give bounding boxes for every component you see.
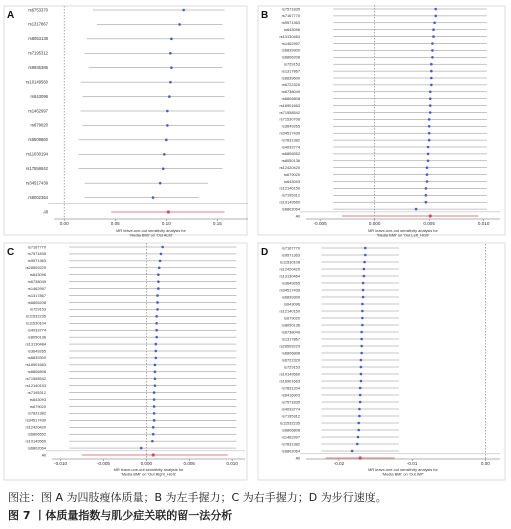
panel-d-point — [360, 366, 363, 369]
panel-c-snp-label: rs7195312 — [27, 389, 46, 395]
panel-d-snp-label: rs8050136 — [281, 322, 300, 328]
panel-b-snp-label: rs12140150 — [279, 185, 300, 191]
panel-d-point — [357, 436, 360, 439]
panel-d-snp-label: rs6806808 — [281, 427, 300, 433]
panel-d-snp-label: rs6722320 — [281, 357, 300, 363]
panel-d-snp-label: rs7167770 — [281, 245, 300, 251]
panel-a-snp-label: rs8053138 — [28, 36, 48, 42]
panel-b-x-tick-label: 0.000 — [368, 221, 381, 226]
panel-b-snp-label: rs6806208 — [281, 54, 300, 60]
panel-d-snp-label: rs729153 — [283, 364, 300, 370]
panel-d-point — [363, 261, 366, 264]
panel-d-snp-label: rs6802064 — [281, 448, 300, 454]
panel-b-snp-label: rs643096 — [283, 27, 300, 32]
panel-c-snp-label: rs6839300 — [27, 355, 46, 361]
panel-c-x-tick-label: -0.005 — [96, 461, 110, 466]
panel-d-point — [360, 352, 363, 355]
panel-b-snp-label: rs4033774 — [281, 144, 300, 150]
panel-b-snp-label: rs1462997 — [281, 40, 300, 46]
panel-c-snp-label: rs6802064 — [27, 445, 46, 451]
panel-c-x-axis-label: MR leave-one-out sensitivity analysis for — [113, 467, 184, 472]
panel-d-snp-label: rs7831204 — [281, 385, 300, 391]
panel-c-snp-label: rs643093 — [29, 396, 46, 402]
panel-d-snp-label: rs12140150 — [279, 308, 300, 314]
panel-d-point — [363, 275, 366, 278]
panel-c-label: C — [7, 247, 15, 258]
panel-d-snp-label: rs6738049 — [281, 329, 300, 335]
panel-c-snp-label: All — [41, 452, 46, 458]
panel-b-snp-label: rs9571363 — [281, 20, 300, 26]
panel-d-point — [362, 289, 365, 292]
panel-c-snp-label: rs34517439 — [25, 417, 46, 423]
panel-a-snp-label: rs1462997 — [28, 108, 48, 114]
panel-c-x-tick-label: 0.005 — [183, 461, 195, 466]
panel-d-snp-label: rs7195312 — [281, 413, 300, 419]
panel-b-snp-label: rs6738049 — [281, 89, 300, 95]
panel-a-snp-label: rs643096 — [30, 93, 48, 99]
panel-b-snp-label: All — [295, 213, 300, 219]
panel-a-x-tick-label: 0.05 — [110, 221, 120, 226]
panel-a-snp-label: rs1317867 — [28, 21, 48, 27]
panel-a-snp-label: rs6002364 — [28, 194, 48, 200]
panel-d-snp-label: rs7571835 — [281, 399, 300, 405]
panel-d-point — [360, 331, 363, 334]
panel-b-x-axis-label: MR leave-one-out sensitivity analysis for — [368, 228, 438, 233]
panel-c-snp-label: rs1317867 — [27, 292, 46, 298]
panel-a-snp-label: rs6753370 — [28, 7, 48, 13]
panel-a-snp-label: rs5509860 — [28, 137, 48, 143]
panel-d-point — [360, 359, 363, 362]
panel-d-snp-label: rs10149560 — [279, 371, 300, 377]
panel-d-point — [361, 310, 364, 313]
panel-d-snp-label: rs6416903 — [281, 392, 300, 398]
panel-c-snp-label: rs679020 — [29, 403, 46, 409]
panel-b-snp-label: rs3649265 — [281, 123, 300, 129]
panel-d-x-axis-label: MR leave-one-out sensitivity analysis for — [368, 467, 438, 472]
panel-c-snp-label: rs4033774 — [27, 327, 46, 333]
panel-b-snp-label: rs71530706 — [279, 116, 300, 122]
panel-d-snp-label: rs7831382 — [281, 441, 300, 447]
figure-note: 图注：图 A 为四肢瘦体质量；B 为左手握力；C 为右手握力；D 为步行速度。 — [8, 491, 387, 504]
panel-d-snp-label: rs679020 — [283, 315, 300, 321]
panel-d-x-tick-label: 0.00 — [480, 461, 490, 466]
panel-a-snp-label: rs7195312 — [28, 50, 48, 56]
panel-b-snp-label: rs6802064 — [281, 206, 300, 212]
panel-d-point — [360, 380, 363, 383]
panel-d-snp-label: rs13130464 — [279, 273, 300, 279]
panel-d-snp-label: rs1317867 — [281, 336, 300, 342]
panel-d-point — [351, 450, 354, 453]
panel-a-x-tick-label: 0.10 — [161, 221, 171, 226]
panel-b-snp-label: rs10149560 — [279, 199, 300, 205]
panel-d-x-tick-label: -0.02 — [333, 461, 345, 466]
panel-d-point — [364, 247, 367, 250]
panel-d-point — [357, 429, 360, 432]
panel-d-x-axis-label: 'Media BMI' on 'Out.WP' — [382, 471, 424, 477]
panel-c-snp-label: rs6738049 — [27, 278, 46, 284]
panel-d-point — [359, 394, 362, 397]
panel-d-snp-label: rs1462997 — [281, 434, 300, 440]
panel-c-snp-label: rs1462997 — [27, 285, 46, 291]
panel-a-snp-label: rs679020 — [30, 122, 48, 128]
panel-a-label: A — [7, 10, 15, 21]
panel-b-snp-label: rs7195312 — [281, 192, 300, 198]
panel-d-snp-label: rs3649265 — [281, 280, 300, 286]
panel-c-snp-label: rs7167770 — [27, 244, 46, 250]
panel-d-point — [358, 415, 361, 418]
panel-b-x-axis-label: 'Media BMI' on 'Out.Left_HGS' — [376, 232, 430, 238]
panel-d-point — [359, 401, 362, 404]
panel-b-snp-label: rs16901663 — [279, 102, 300, 108]
panel-c-snp-label: rs71558542 — [25, 376, 46, 382]
panel-d-point — [364, 254, 367, 257]
panel-d-snp-label: rs9571363 — [281, 252, 300, 258]
panel-c-snp-label: rs12140153 — [25, 382, 46, 388]
panel-c-snp-label: rs3649265 — [27, 348, 46, 354]
panel-b-snp-label: rs8050136 — [281, 158, 300, 164]
panel-d-snp-label: rs12420420 — [279, 266, 300, 272]
panel-c-snp-label: rs12420420 — [25, 424, 46, 430]
panel-c-x-axis-label: 'Media BMI' on 'Out.Right_HGS' — [120, 471, 177, 477]
panel-d-label: D — [261, 247, 269, 258]
panel-c-snp-label: rs10149560 — [25, 438, 46, 444]
panel-d-snp-label: rs11530108 — [279, 259, 300, 265]
panel-c-snp-label: rs8050136 — [27, 334, 46, 340]
panel-d-point — [362, 282, 365, 285]
panel-d-snp-label: rs11532235 — [279, 420, 300, 426]
panel-d-snp-label: rs4033774 — [281, 406, 300, 412]
panel-a-snp-label: rs34517439 — [25, 180, 48, 186]
figure-title: 图 7 丨体质量指数与肌少症关联的留一法分析 — [8, 509, 233, 522]
panel-a-x-axis-label: 'Media BMI' on 'Ost ALM' — [129, 232, 173, 238]
panel-a-snp-label: All — [43, 209, 48, 215]
panel-c-snp-label: rs11532235 — [25, 313, 46, 319]
panel-d-point — [360, 338, 363, 341]
panel-c-snp-label: rs7571835 — [27, 251, 46, 257]
panel-b-snp-label: rs6839600 — [281, 75, 300, 81]
panel-b-snp-label: rs679020 — [283, 171, 300, 177]
panel-b-snp-label: rs1317867 — [281, 68, 300, 74]
panel-a-snp-label: rs10149560 — [25, 79, 48, 85]
panel-b-snp-label: rs6839300 — [281, 47, 300, 53]
panel-d-point — [360, 345, 363, 348]
panel-d-point — [356, 443, 359, 446]
panel-b-x-tick-label: 0.010 — [477, 221, 490, 226]
panel-c-snp-label: rs28509229 — [25, 265, 46, 271]
panel-b-snp-label: rs6722320 — [281, 82, 300, 88]
panel-d-point — [358, 408, 361, 411]
panel-d-snp-label: rs34517439 — [279, 287, 300, 293]
panel-a-snp-label: rs9935386 — [28, 65, 48, 71]
panel-b-snp-label: rs12420420 — [279, 165, 300, 170]
panel-c-snp-label: rs643096 — [29, 272, 46, 278]
panel-b-x-tick-label: 0.005 — [423, 221, 435, 226]
panel-d-point — [361, 317, 364, 320]
panel-c-x-tick-label: -0.010 — [54, 461, 68, 466]
panel-c-x-tick-label: 0.010 — [226, 461, 238, 466]
panel-c-snp-label: rs6806552 — [27, 431, 46, 437]
panel-d-snp-label: rs6839300 — [281, 294, 300, 300]
panel-d-point — [362, 296, 365, 299]
panel-b-snp-label: rs13130464 — [279, 33, 300, 39]
panel-c-snp-label: rs6806208 — [27, 299, 46, 305]
panel-d-snp-label: All — [295, 455, 300, 461]
panel-d-x-tick-label: -0.01 — [406, 461, 418, 466]
panel-d-snp-label: rs643096 — [283, 301, 300, 307]
panel-c-snp-label: rs16901663 — [25, 362, 46, 368]
panel-d-point — [361, 324, 364, 327]
panel-b-snp-label: rs643093 — [283, 178, 300, 184]
panel-b-snp-label: rs6806808 — [281, 96, 300, 101]
panel-b-snp-label: rs7167770 — [281, 13, 300, 19]
panel-c-snp-label: rs11530104 — [25, 320, 46, 326]
panel-b-label: B — [261, 10, 269, 21]
panel-a-snp-label: rs11030194 — [26, 151, 48, 157]
panel-b-x-tick-label: -0.005 — [313, 221, 327, 226]
panel-d-snp-label: rs16901663 — [279, 378, 300, 384]
panel-c-x-tick-label: 0.000 — [140, 461, 153, 466]
panel-d-point — [363, 268, 366, 271]
panel-d-snp-label: rs28509229 — [279, 343, 300, 349]
panel-b-snp-label: rs34517439 — [279, 130, 300, 136]
panel-c-snp-label: rs7831382 — [27, 410, 46, 416]
panel-a-x-tick-label: 0.00 — [59, 221, 69, 226]
panel-a-x-axis-label: MR leave-one-out sensitivity analysis for — [116, 228, 186, 233]
panel-b-snp-label: rs7831382 — [281, 137, 300, 143]
panel-d-point — [359, 387, 362, 390]
panel-b-snp-label: rs7571835 — [281, 6, 300, 12]
panel-b-snp-label: rs71558542 — [279, 109, 300, 115]
panel-c-snp-label: rs9571363 — [27, 258, 46, 264]
panel-d-point — [357, 422, 360, 425]
panel-c-snp-label: rs6806808 — [27, 369, 46, 375]
panel-c-snp-label: rs13130484 — [25, 341, 46, 347]
panel-d-point — [360, 373, 363, 376]
panel-b-snp-label: rs729153 — [283, 61, 300, 67]
panel-b-snp-label: rs6806552 — [281, 151, 300, 157]
panel-a-x-tick-label: 0.15 — [212, 221, 222, 226]
panel-a-snp-label: rs17558642 — [25, 166, 48, 172]
panel-c-snp-label: rs729153 — [29, 306, 46, 312]
panel-d-snp-label: rs6806808 — [281, 350, 300, 356]
panel-d-point — [361, 303, 364, 306]
